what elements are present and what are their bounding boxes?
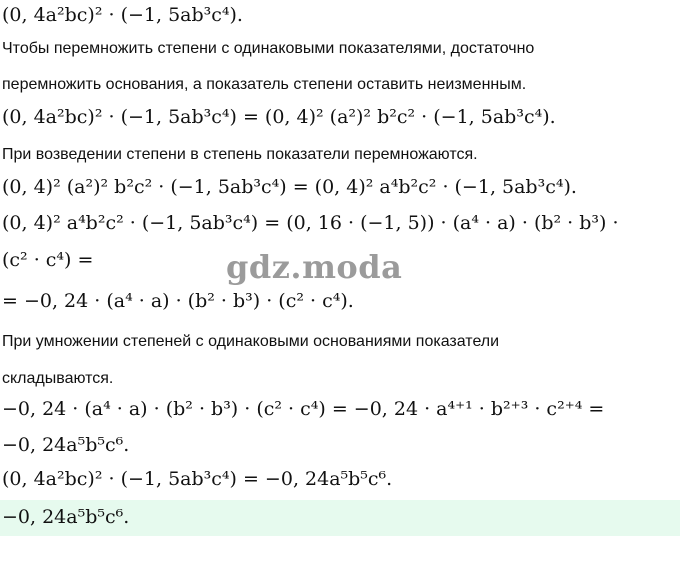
math-line-6: = −0, 24 · (a⁴ · a) · (b² · b³) · (c² · c⁴). [2,290,354,312]
text-line-5: складываются. [2,370,114,387]
watermark-logo: gdz.moda [226,248,403,286]
math-line-1: (0, 4a²bc)² · (−1, 5ab³c⁴). [2,4,243,26]
text-line-4: При умножении степеней с одинаковыми основаниями показатели [2,333,500,350]
text-line-2: перемножить основания, а показатель степени оставить неизменным. [2,76,527,93]
math-line-3: (0, 4)² (a²)² b²c² · (−1, 5ab³c⁴) = (0, 4)² a⁴b²c² · (−1, 5ab³c⁴). [2,176,577,198]
math-line-5: (c² · c⁴) = [2,249,94,271]
math-line-2: (0, 4a²bc)² · (−1, 5ab³c⁴) = (0, 4)² (a²)² b²c² · (−1, 5ab³c⁴). [2,106,556,128]
math-line-7: −0, 24 · (a⁴ · a) · (b² · b³) · (c² · c⁴) = −0, 24 · a⁴⁺¹ · b²⁺³ · c²⁺⁴ = [2,398,605,420]
text-line-3: При возведении степени в степень показатели перемножаются. [2,146,478,163]
math-line-8: −0, 24a⁵b⁵c⁶. [2,434,130,456]
final-answer: −0, 24a⁵b⁵c⁶. [2,506,130,528]
math-line-9: (0, 4a²bc)² · (−1, 5ab³c⁴) = −0, 24a⁵b⁵c⁶. [2,468,393,490]
text-line-1: Чтобы перемножить степени с одинаковыми показателями, достаточно [2,40,535,57]
math-line-4: (0, 4)² a⁴b²c² · (−1, 5ab³c⁴) = (0, 16 · (−1, 5)) · (a⁴ · a) · (b² · b³) · [2,212,619,234]
